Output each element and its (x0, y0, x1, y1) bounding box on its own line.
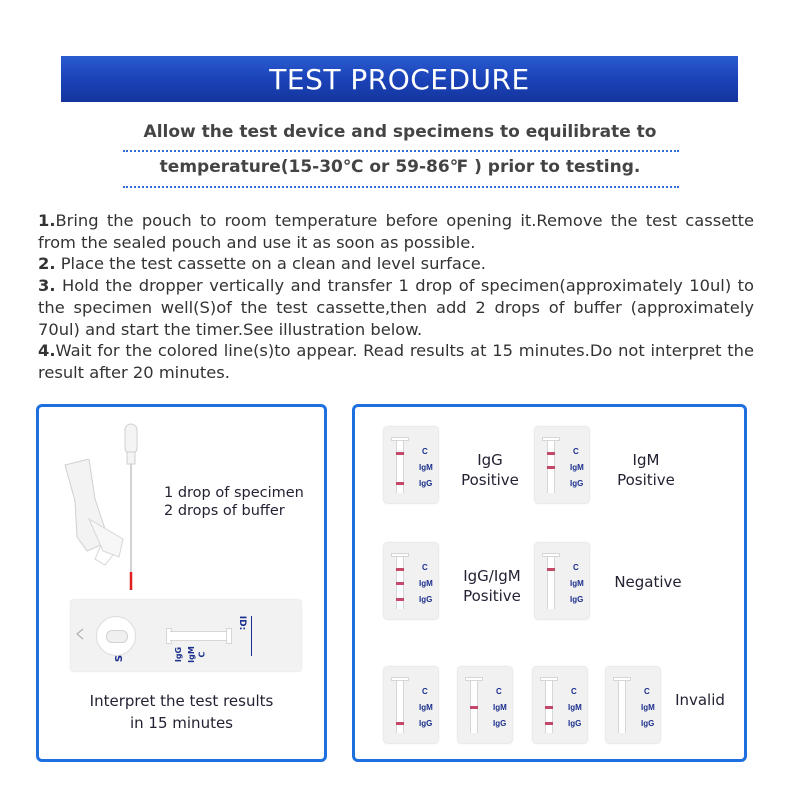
cassette-label-c: C (197, 651, 207, 658)
intro-line-1: Allow the test device and specimens to equilibrate to (143, 122, 657, 142)
drop-instruction-line-2: 2 drops of buffer (164, 503, 285, 519)
label-igg: IgG (570, 595, 584, 604)
dotted-divider (123, 150, 679, 152)
label-igg: IgG (419, 719, 433, 728)
label-igm: IgM (419, 703, 433, 712)
procedure-steps (38, 210, 754, 384)
step-text: Bring the pouch to room temperature before opening it.Remove the test cassette from the sealed pouch and use it as soon as possible. (38, 211, 754, 252)
igm-line (470, 706, 478, 709)
arrow-icon (75, 628, 85, 640)
igg-line (545, 722, 553, 725)
result-status: Positive (617, 471, 675, 489)
cassette-label-igg: IgG (174, 646, 184, 663)
control-line (547, 568, 555, 571)
label-c: C (573, 447, 579, 456)
result-card-invalid-1 (384, 667, 438, 743)
igm-line (545, 706, 553, 709)
id-line (251, 616, 252, 656)
page-title: TEST PROCEDURE (269, 62, 530, 96)
label-c: C (422, 563, 428, 572)
result-card-igg-positive (384, 427, 438, 503)
result-card-igg-igm-positive (384, 543, 438, 619)
label-c: C (573, 563, 579, 572)
step-text: Hold the dropper vertically and transfer 1 drop of specimen(approximately 10ul) to the specimen well(S)of the test cassette,then add 2 drops of buffer (approximately 70ul) and start the timer.See illustration below. (38, 276, 754, 339)
step-item (38, 340, 754, 383)
step-number: 2. (38, 254, 56, 274)
step-number: 4. (38, 341, 56, 361)
label-igm: IgM (570, 463, 584, 472)
step-number: 3. (38, 276, 56, 296)
step-text: Wait for the colored line(s)to appear. Read results at 15 minutes.Do not interpret the result after 20 minutes. (38, 341, 754, 382)
result-card-negative (535, 543, 589, 619)
result-card-invalid-2 (458, 667, 512, 743)
label-igg: IgG (493, 719, 507, 728)
step-text: Place the test cassette on a clean and level surface. (55, 254, 486, 274)
label-igg: IgG (419, 479, 433, 488)
step-number: 1. (38, 211, 56, 230)
label-igg: IgG (641, 719, 655, 728)
result-card-igm-positive (535, 427, 589, 503)
control-line (547, 452, 555, 455)
label-igg: IgG (570, 479, 584, 488)
intro-line-2: temperature(15-30℃ or 59-86℉ ) prior to testing. (159, 157, 641, 177)
result-negative: Negative (614, 573, 682, 591)
step-item (38, 253, 754, 275)
label-c: C (496, 687, 502, 696)
result-title: IgG (477, 451, 503, 469)
label-igm: IgM (419, 579, 433, 588)
cassette-label-igm: IgM (186, 646, 196, 663)
label-igm: IgM (641, 703, 655, 712)
procedure-illustration-panel (36, 404, 327, 762)
igg-line (396, 722, 404, 725)
results-panel (352, 404, 747, 762)
interpret-line-2: in 15 minutes (129, 714, 233, 732)
label-c: C (644, 687, 650, 696)
result-card-invalid-4 (606, 667, 660, 743)
label-igm: IgM (493, 703, 507, 712)
result-igm-positive (606, 450, 686, 490)
dotted-divider (123, 186, 679, 188)
label-igg: IgG (568, 719, 582, 728)
step-item (38, 210, 754, 253)
title-banner (61, 56, 738, 102)
label-igm: IgM (419, 463, 433, 472)
label-c: C (422, 687, 428, 696)
result-invalid: Invalid (675, 691, 725, 709)
cassette-label-id: ID: (237, 615, 248, 631)
igg-line (396, 598, 404, 601)
igm-line (547, 466, 555, 469)
igg-line (396, 482, 404, 485)
result-window (166, 624, 230, 646)
dropper-icon (119, 422, 143, 592)
result-title: IgG/IgM (463, 567, 521, 585)
result-card-invalid-3 (533, 667, 587, 743)
label-c: C (422, 447, 428, 456)
label-igg: IgG (419, 595, 433, 604)
test-cassette (71, 600, 301, 671)
label-igm: IgM (570, 579, 584, 588)
label-igm: IgM (568, 703, 582, 712)
cassette-label-s: S (114, 654, 126, 663)
drop-instruction-line-1: 1 drop of specimen (164, 485, 304, 501)
result-status: Positive (463, 587, 521, 605)
result-title: IgM (632, 451, 660, 469)
label-c: C (571, 687, 577, 696)
igm-line (396, 582, 404, 585)
control-line (396, 568, 404, 571)
result-status: Positive (461, 471, 519, 489)
step-item (38, 275, 754, 340)
control-line (396, 452, 404, 455)
result-igg-igm-positive (450, 566, 534, 606)
specimen-well (96, 616, 136, 656)
result-igg-positive (450, 450, 530, 490)
interpret-line-1: Interpret the test results (89, 692, 274, 710)
